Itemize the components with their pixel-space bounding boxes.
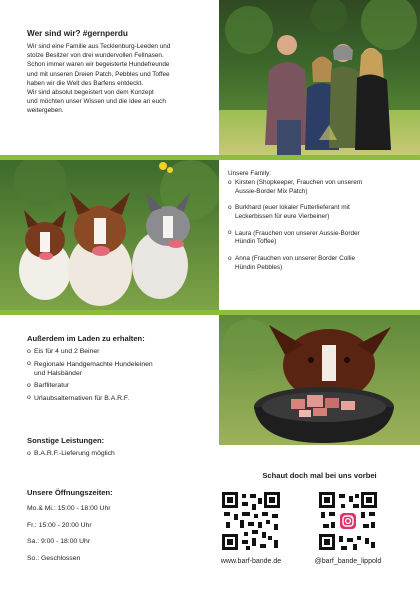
hours-row: Mo.& Mi.: 15:00 - 18:00 Uhr: [27, 505, 111, 512]
list-item: [27, 360, 212, 378]
intro-line: Schon immer waren wir begeisterte Hundefreunde: [27, 61, 170, 69]
intro-line: weitergeben.: [27, 107, 64, 115]
services-heading: Sonstige Leistungen:: [27, 436, 105, 445]
member-line: o Anna (Frauchen von unserer Border Collie: [235, 255, 356, 263]
intro-line: stolze Besitzer von drei wundervollen Fellnasen.: [27, 52, 164, 60]
services-block: [27, 436, 212, 462]
member-line: Leckerbissen für eure Vierbeiner): [235, 212, 330, 220]
family-heading: Unsere Family:: [228, 170, 271, 177]
intro-line: Wir sind eine Familie aus Tecklenburg-Leeden und: [27, 43, 171, 50]
instagram-icon: [340, 513, 356, 529]
list-item: [27, 449, 212, 458]
intro-paragraph: [27, 42, 213, 116]
qr-code-icon[interactable]: [222, 492, 280, 550]
hours-row: Fr.: 15:00 - 20:00 Uhr: [27, 521, 92, 529]
list-item: [228, 255, 408, 272]
service-line: o B.A.R.F.-Lieferung möglich: [34, 450, 115, 457]
member-line: Hündin Toffee): [235, 238, 277, 246]
shop-line: o Eis für 4 und 2 Beiner: [34, 348, 100, 355]
member-line: Hündin Pebbles): [235, 263, 283, 271]
intro-block: [27, 29, 213, 116]
intro-line: und mit unseren Dreien Patch, Pebbles und Toffee: [27, 70, 170, 78]
visit-heading: Schaut doch mal bei uns vorbei: [262, 471, 377, 480]
intro-line: und möchten unser Wissen und die Idee an euch: [27, 98, 166, 106]
family-photo: [219, 0, 420, 155]
food-bowl-photo: [219, 315, 420, 445]
shop-block: [27, 334, 212, 407]
intro-line: Wir sind absolut begeistert von dem Konzept: [27, 89, 154, 97]
list-item: [228, 204, 408, 221]
member-line: o Kirsten (Shopkeeper, Frauchen von unserem: [235, 179, 363, 186]
services-list: [27, 449, 212, 458]
intro-line: haben wir die Welt des Barfens entdeckt.: [27, 79, 144, 87]
intro-title: Wer sind wir? #gernperdu: [27, 29, 128, 38]
shop-line: und Halsbänder: [34, 369, 82, 377]
website-link[interactable]: www.barf-bande.de: [220, 558, 282, 565]
hours-row: Sa.: 9:00 - 18:00 Uhr: [27, 538, 91, 546]
list-item: [27, 347, 212, 356]
shop-list: [27, 347, 212, 403]
instagram-handle-link[interactable]: @barf_bande_lippold: [314, 558, 382, 565]
list-item: [27, 381, 212, 390]
dogs-photo: [0, 160, 219, 310]
opening-hours-block: [27, 488, 212, 570]
shop-line: o Barfliteratur: [34, 382, 70, 390]
hours-row: So.: Geschlossen: [27, 554, 81, 562]
qr-code-icon[interactable]: [319, 492, 377, 550]
hours-list: [27, 504, 212, 563]
shop-heading: Außerdem im Laden zu erhalten:: [27, 334, 145, 343]
hours-heading: Unsere Öffnungszeiten:: [27, 488, 113, 497]
shop-line: o Urlaubsalternativen für B.A.R.F.: [34, 394, 130, 402]
list-item: [27, 394, 212, 403]
shop-line: o Regionale Handgemachte Hundeleinen: [34, 360, 153, 368]
list-item: [228, 179, 408, 196]
family-list: [228, 179, 408, 272]
member-line: o Burkhard (euer lokaler Futterlieferant mit: [235, 204, 350, 212]
member-line: o Laura (Frauchen von unserer Aussie-Border: [235, 229, 360, 237]
list-item: [228, 230, 408, 247]
family-block: [228, 170, 408, 281]
member-line: Aussie-Border Mix Patch): [235, 187, 308, 195]
